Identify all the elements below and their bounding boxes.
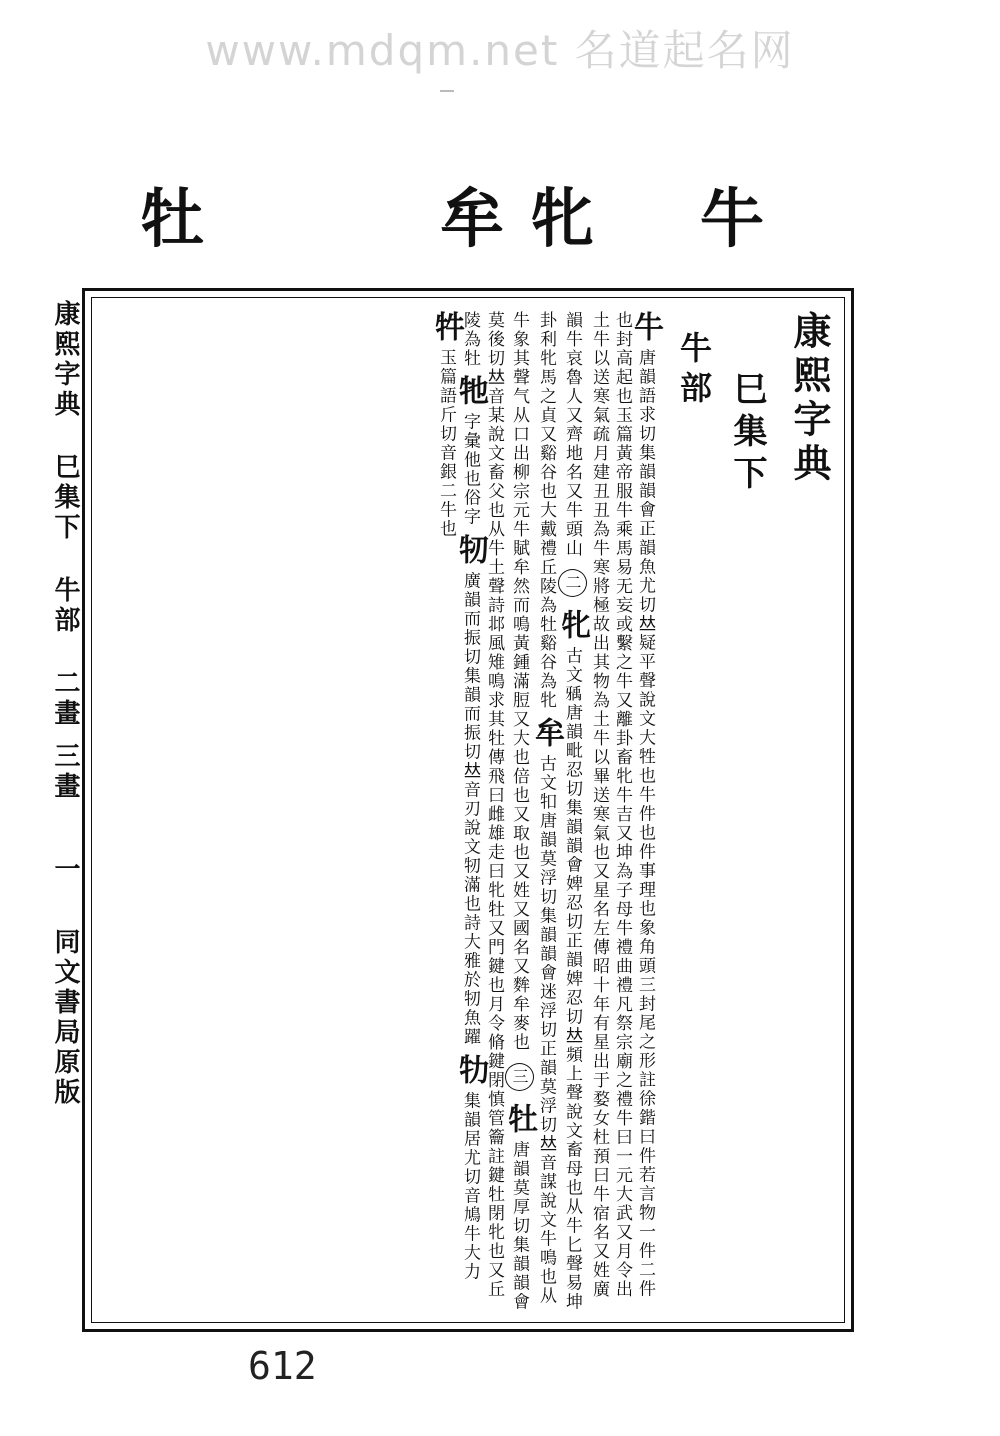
entry-text: 唐韻莫厚切集韻韻會莫後切𠀤音某說文畜父也从牛土聲詩邶風雉鳴求其牡傳飛曰雌雄走曰牝牡又門鍵也月令脩鍵閉慎管籥註鍵牡閉牝也又丘陵為牡 — [460, 311, 529, 1312]
entry-head: 牛 — [628, 311, 663, 341]
margin-strokes: 二畫 三畫 — [50, 669, 80, 803]
margin-volume: 巳集下 — [50, 453, 80, 544]
seal-char-4: 牡 — [140, 182, 204, 257]
entry-head: 牝 — [555, 608, 590, 639]
seal-char-2: 牝 — [530, 182, 594, 257]
entry-head: 牠 — [453, 375, 488, 406]
stroke-count-mark: 三 — [505, 1063, 534, 1091]
divider — [440, 90, 454, 92]
page-number: 612 — [248, 1344, 317, 1388]
entry-jiu — [453, 1054, 488, 1282]
entry-text: 唐韻語求切集韻韻會正韻魚尤切𠀤疑平聲說文大牲也牛件也件事理也象角頭三封尾之形註徐鍇曰件若言物一件二件也封高起也玉篇黃帝服牛乘馬易无妄或繫之牛又離卦畜牝牛吉又坤為子母牛禮曲禮凡祭宗廟之禮牛曰一元大武又月令出土牛以送寒氣疏月建丑丑為牛寒將極故出其物為土牛以畢送寒氣也又星名左傳昭十年有星出于婺女杜預曰牛宿名又姓廣韻牛哀魯人又齊地名又牛頭山 — [562, 311, 655, 1299]
entry-yin — [429, 311, 464, 539]
entry-ren — [453, 534, 488, 1054]
entry-text: 古文𤘐唐韻毗忍切集韻韻會婢忍切正韻婢忍切𠀤頻上聲說文畜母也从牛匕聲易坤卦利牝馬之貞又谿谷也大戴禮丘陵為牡谿谷為牝 — [536, 311, 582, 1312]
seal-char-3: 牟 — [440, 182, 504, 257]
entry-ta — [453, 375, 488, 534]
entry-text: 廣韻而振切集韻而振切𠀤音刃說文牣滿也詩大雅於牣魚躍 — [460, 571, 480, 1047]
margin-publisher: 同文書局原版 — [50, 928, 80, 1109]
entry-text: 集韻居尤切音鳩牛大力 — [460, 1091, 480, 1282]
volume-title: 巳集下 — [727, 371, 767, 497]
watermark: www.mdqm.net 名道起名网 — [205, 26, 795, 75]
book-title: 康熙字典 — [787, 311, 832, 487]
entry-head: 牞 — [453, 1054, 488, 1085]
entry-text: 字彙他也俗字 — [460, 412, 480, 527]
page-frame — [82, 288, 854, 1332]
margin-radical: 牛部 — [50, 576, 80, 637]
radical-title: 牛部 — [675, 331, 713, 411]
entry-head: 牪 — [429, 311, 464, 341]
dictionary-text — [99, 311, 837, 1313]
entry-head: 牟 — [529, 717, 564, 748]
page-margin-column — [44, 300, 84, 1330]
seal-char-1: 牛 — [700, 182, 764, 257]
entry-text: 古文𤘘唐韻莫浮切集韻韻會迷浮切正韻莫浮切𠀤音謀說文牛鳴也从牛象其聲气从口出柳宗元牛賦牟然而鳴黃鍾滿脰又大也倍也又取也又姓又國名又麰牟麥也 — [509, 311, 556, 1306]
entry-text: 玉篇語斤切音銀二牛也 — [436, 348, 456, 539]
stroke-count-mark: 二 — [558, 569, 587, 597]
entry-list — [429, 311, 663, 1313]
entry-head: 牣 — [453, 534, 488, 565]
margin-book-title: 康熙字典 — [50, 300, 80, 420]
margin-page: 一 — [50, 855, 80, 886]
seal-script-row — [100, 168, 900, 258]
entry-head: 牡 — [502, 1102, 537, 1133]
